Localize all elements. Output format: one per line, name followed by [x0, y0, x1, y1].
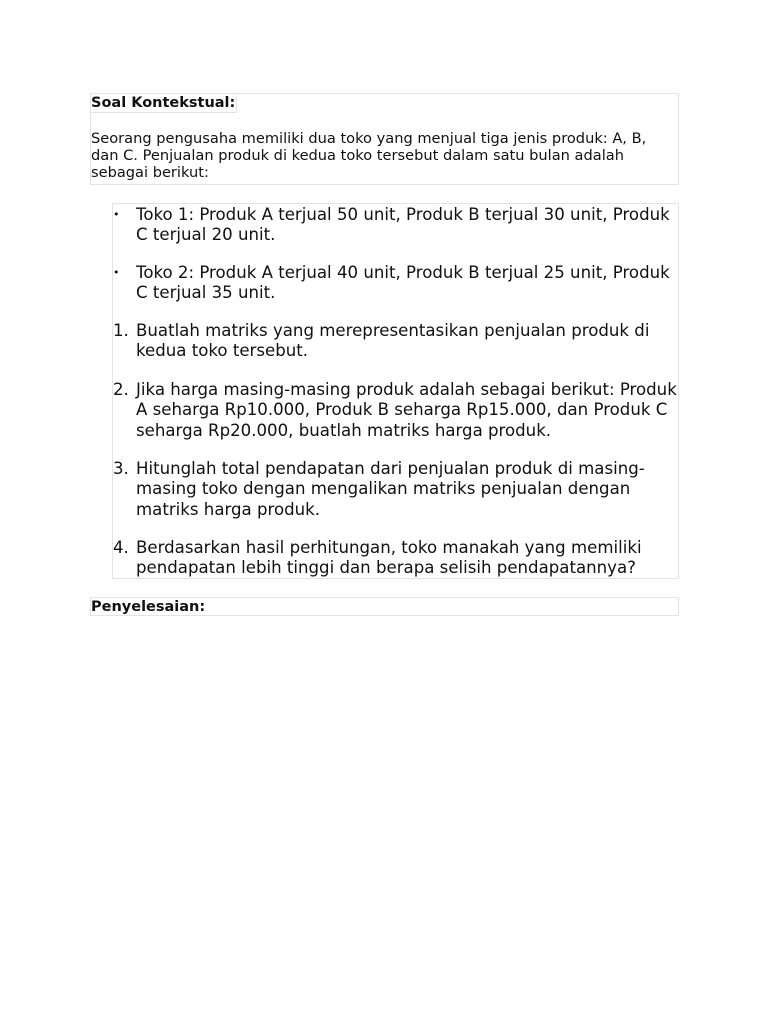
question-text: Berdasarkan hasil perhitungan, toko manakah yang memiliki pendapatan lebih tinggi dan berapa selisih pendapatannya?	[136, 538, 642, 578]
bullet-marker: •	[113, 266, 120, 279]
bullet-marker: •	[113, 208, 120, 221]
question-number: 4.	[113, 538, 129, 557]
question-item	[113, 321, 678, 362]
question-item	[113, 380, 678, 441]
question-text: Hitunglah total pendapatan dari penjualan produk di masing-masing toko dengan mengalikan matriks penjualan dengan matriks harga produk.	[136, 459, 645, 519]
store-item	[113, 263, 678, 304]
question-number: 2.	[113, 380, 129, 399]
context-section	[90, 93, 679, 185]
context-heading: Soal Kontekstual:	[91, 95, 236, 111]
question-number: 1.	[113, 321, 129, 340]
question-item	[113, 538, 678, 579]
problem-list	[112, 203, 679, 579]
solution-heading: Penyelesaian:	[91, 599, 206, 615]
store-item	[113, 205, 678, 246]
solution-section	[90, 597, 679, 616]
question-number: 3.	[113, 459, 129, 478]
context-intro-text: Seorang pengusaha memiliki dua toko yang menjual tiga jenis produk: A, B, dan C. Penjualan produk di kedua toko tersebut dalam satu bulan adalah sebagai berikut:	[91, 130, 647, 182]
store-item-text: Toko 2: Produk A terjual 40 unit, Produk B terjual 25 unit, Produk C terjual 35 unit.	[136, 263, 670, 303]
store-item-text: Toko 1: Produk A terjual 50 unit, Produk B terjual 30 unit, Produk C terjual 20 unit.	[136, 205, 670, 245]
question-text: Jika harga masing-masing produk adalah sebagai berikut: Produk A seharga Rp10.000, Produk B seharga Rp15.000, dan Produk C seharga Rp20.000, buatlah matriks harga produk.	[136, 380, 677, 440]
question-item	[113, 459, 678, 520]
question-text: Buatlah matriks yang merepresentasikan penjualan produk di kedua toko tersebut.	[136, 321, 650, 361]
